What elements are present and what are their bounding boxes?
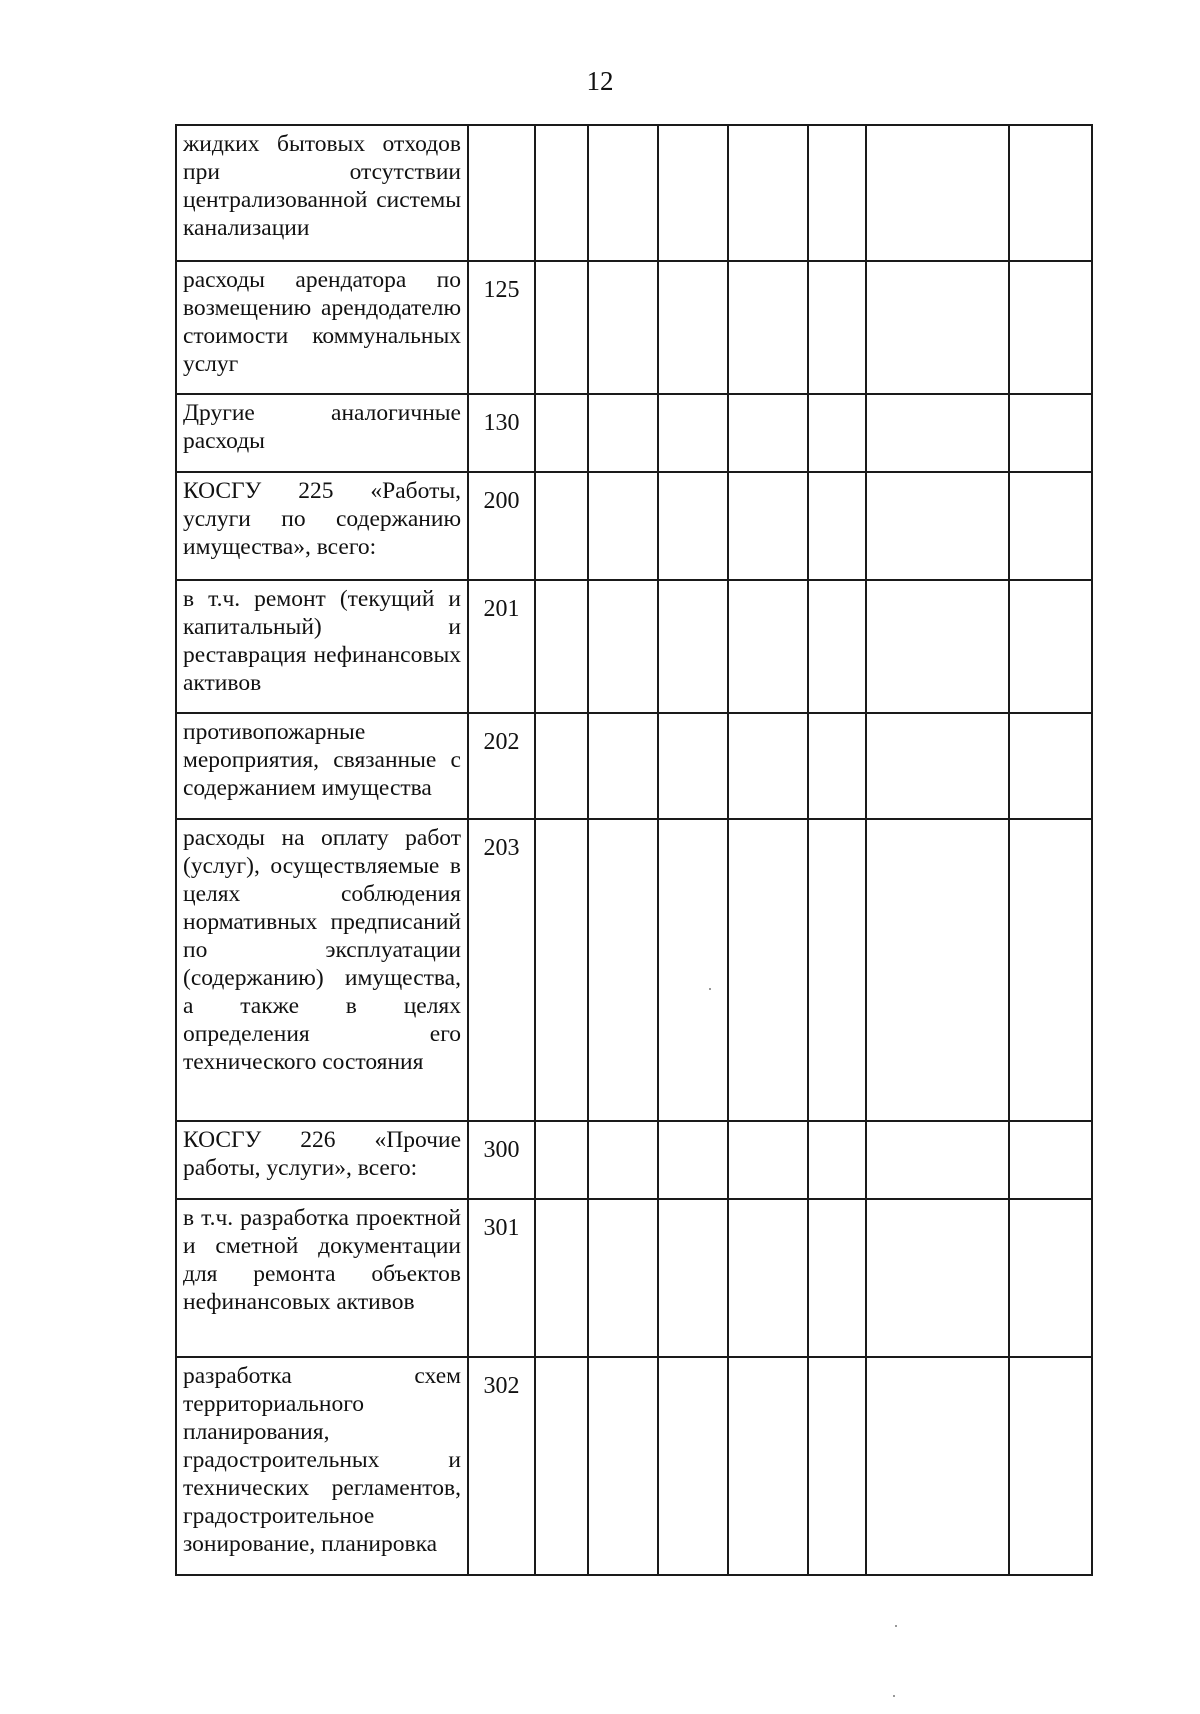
value-cell xyxy=(1009,125,1092,261)
value-cell xyxy=(866,1357,1009,1575)
row-code: 202 xyxy=(468,713,535,819)
value-cell xyxy=(866,125,1009,261)
value-cell xyxy=(808,713,866,819)
value-cell xyxy=(658,472,728,580)
value-cell xyxy=(728,1199,808,1357)
value-cell xyxy=(1009,1357,1092,1575)
value-cell xyxy=(1009,580,1092,713)
value-cell xyxy=(1009,819,1092,1121)
table-row xyxy=(176,1199,1092,1357)
value-cell xyxy=(1009,261,1092,394)
value-cell xyxy=(866,472,1009,580)
value-cell xyxy=(535,1121,588,1199)
value-cell xyxy=(808,1199,866,1357)
table-row xyxy=(176,261,1092,394)
table-row xyxy=(176,1121,1092,1199)
value-cell xyxy=(1009,394,1092,472)
row-code: 300 xyxy=(468,1121,535,1199)
value-cell xyxy=(588,819,658,1121)
value-cell xyxy=(728,125,808,261)
value-cell xyxy=(728,819,808,1121)
value-cell xyxy=(535,394,588,472)
value-cell xyxy=(658,394,728,472)
value-cell xyxy=(535,580,588,713)
value-cell xyxy=(535,261,588,394)
value-cell xyxy=(728,713,808,819)
row-description: в т.ч. ремонт (текущий и капитальный) и реставрация нефинансовых активов xyxy=(176,580,468,713)
value-cell xyxy=(588,713,658,819)
value-cell xyxy=(1009,1121,1092,1199)
row-code: 302 xyxy=(468,1357,535,1575)
value-cell xyxy=(658,1199,728,1357)
value-cell xyxy=(866,1199,1009,1357)
value-cell xyxy=(866,394,1009,472)
row-description: жидких бытовых отходов при отсутствии централизованной системы канализации xyxy=(176,125,468,261)
value-cell xyxy=(808,1357,866,1575)
value-cell xyxy=(658,125,728,261)
row-description: расходы на оплату работ (услуг), осуществляемые в целях соблюдения нормативных предписаний по эксплуатации (содержанию) имущества, а также в целях определения его технического состояния xyxy=(176,819,468,1121)
row-code: 125 xyxy=(468,261,535,394)
table-row xyxy=(176,1357,1092,1575)
value-cell xyxy=(588,1199,658,1357)
table-row xyxy=(176,125,1092,261)
value-cell xyxy=(1009,713,1092,819)
value-cell xyxy=(808,819,866,1121)
value-cell xyxy=(535,1357,588,1575)
value-cell xyxy=(588,394,658,472)
row-code xyxy=(468,125,535,261)
value-cell xyxy=(588,1121,658,1199)
value-cell xyxy=(658,261,728,394)
scan-speck xyxy=(709,988,711,990)
row-description: КОСГУ 226 «Прочие работы, услуги», всего: xyxy=(176,1121,468,1199)
value-cell xyxy=(808,580,866,713)
value-cell xyxy=(1009,472,1092,580)
value-cell xyxy=(808,1121,866,1199)
row-code: 201 xyxy=(468,580,535,713)
scan-speck xyxy=(893,1695,895,1697)
value-cell xyxy=(588,261,658,394)
value-cell xyxy=(658,1121,728,1199)
value-cell xyxy=(728,580,808,713)
row-description: расходы арендатора по возмещению арендодателю стоимости коммунальных услуг xyxy=(176,261,468,394)
row-description: в т.ч. разработка проектной и сметной документации для ремонта объектов нефинансовых активов xyxy=(176,1199,468,1357)
table-row xyxy=(176,580,1092,713)
value-cell xyxy=(866,713,1009,819)
row-description: противопожарные мероприятия, связанные с содержанием имущества xyxy=(176,713,468,819)
value-cell xyxy=(588,580,658,713)
expense-table xyxy=(175,124,1093,1576)
value-cell xyxy=(588,472,658,580)
value-cell xyxy=(728,1357,808,1575)
table-row xyxy=(176,819,1092,1121)
value-cell xyxy=(866,819,1009,1121)
table-row xyxy=(176,394,1092,472)
value-cell xyxy=(658,580,728,713)
value-cell xyxy=(658,819,728,1121)
row-code: 301 xyxy=(468,1199,535,1357)
value-cell xyxy=(728,1121,808,1199)
value-cell xyxy=(658,1357,728,1575)
value-cell xyxy=(535,472,588,580)
value-cell xyxy=(535,819,588,1121)
row-description: разработка схем территориального планирования, градостроительных и технических регламентов, градостроительное зонирование, планировка xyxy=(176,1357,468,1575)
value-cell xyxy=(728,472,808,580)
row-code: 200 xyxy=(468,472,535,580)
value-cell xyxy=(728,261,808,394)
scan-speck xyxy=(895,1625,897,1627)
row-code: 130 xyxy=(468,394,535,472)
value-cell xyxy=(808,394,866,472)
value-cell xyxy=(535,713,588,819)
value-cell xyxy=(588,1357,658,1575)
value-cell xyxy=(1009,1199,1092,1357)
table-row xyxy=(176,713,1092,819)
row-code: 203 xyxy=(468,819,535,1121)
value-cell xyxy=(808,261,866,394)
value-cell xyxy=(866,580,1009,713)
table-row xyxy=(176,472,1092,580)
value-cell xyxy=(535,125,588,261)
value-cell xyxy=(728,394,808,472)
value-cell xyxy=(588,125,658,261)
value-cell xyxy=(866,261,1009,394)
row-description: КОСГУ 225 «Работы, услуги по содержанию имущества», всего: xyxy=(176,472,468,580)
value-cell xyxy=(866,1121,1009,1199)
value-cell xyxy=(658,713,728,819)
row-description: Другие аналогичные расходы xyxy=(176,394,468,472)
value-cell xyxy=(535,1199,588,1357)
value-cell xyxy=(808,125,866,261)
page-number: 12 xyxy=(586,66,614,96)
value-cell xyxy=(808,472,866,580)
